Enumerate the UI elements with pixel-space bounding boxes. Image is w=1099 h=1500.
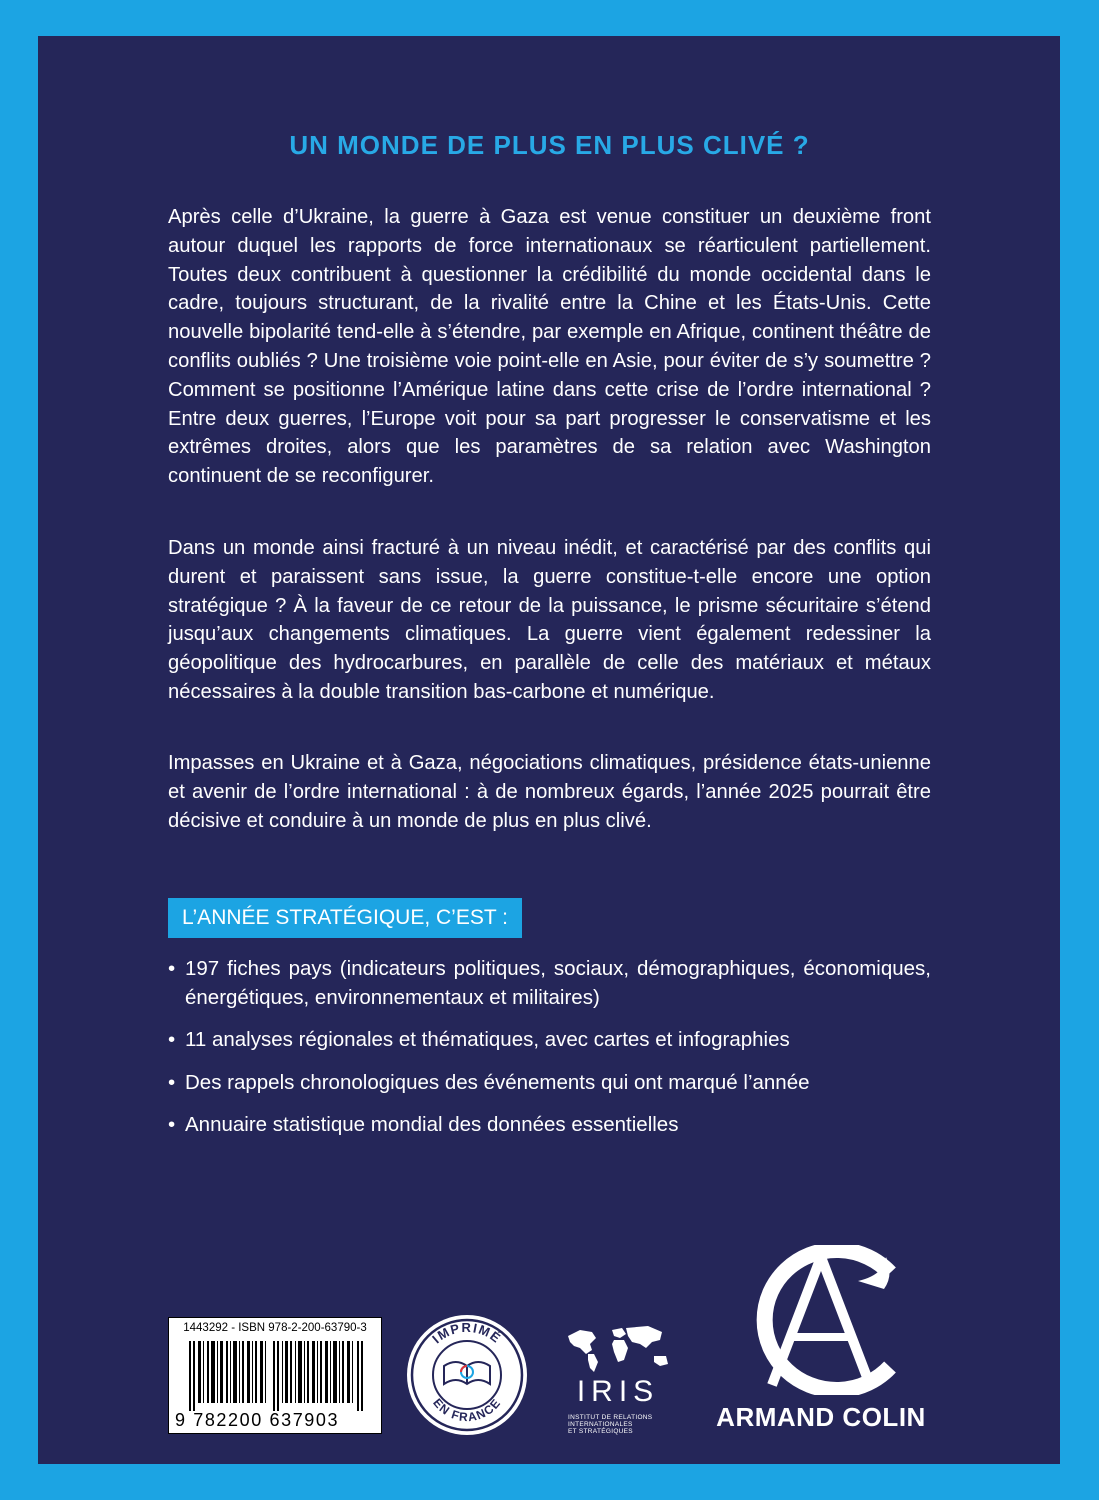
- isbn-line: 1443292 - ISBN 978-2-200-63790-3: [183, 1322, 367, 1334]
- paragraph-1: Après celle d’Ukraine, la guerre à Gaza est venue constituer un deuxième front autour duquel les rapports de force internationaux se réarticulent partiellement. Toutes deux contribuent à questionner la crédibilité du monde occidental dans le cadre, toujours structurant, de la rivalité entre la Chine et les États-Unis. Cette nouvelle bipolarité tend-elle à s’étendre, par exemple en Afrique, continent théâtre de conflits oubliés ? Une troisième voie point-elle en Asie, pour éviter de s’y soumettre ? Comment se positionne l’Amérique latine dans cette crise de l’ordre international ? Entre deux guerres, l’Europe voit pour sa part progresser le conservatisme et les extrêmes droites, alors que les paramètres de sa relation avec Washington continuent de se reconfigurer.: [168, 206, 931, 488]
- list-item: • Des rappels chronologiques des événements qui ont marqué l’année: [168, 1069, 931, 1098]
- cover-title: UN MONDE DE PLUS EN PLUS CLIVÉ ?: [289, 130, 810, 160]
- barcode-digits: 9 782200 637903: [175, 1410, 340, 1430]
- barcode-icon: [189, 1341, 365, 1411]
- badge-top-text: IMPRIMÉ: [429, 1320, 505, 1347]
- iris-name: IRIS: [576, 1375, 660, 1408]
- paragraph-3: Impasses en Ukraine et à Gaza, négociations climatiques, présidence états-unienne et avenir de l’ordre international : à de nombreux égards, l’année 2025 pourrait être décisive et conduire à un monde de plus en plus clivé.: [168, 752, 931, 832]
- list-item: • 11 analyses régionales et thématiques, avec cartes et infographies: [168, 1026, 931, 1055]
- paragraph-2: Dans un monde ainsi fracturé à un niveau inédit, et caractérisé par des conflits qui durent et paraissent sans issue, la guerre constitue-t-elle encore une option stratégique ? À la faveur de ce retour de la puissance, le prisme sécuritaire s’étend jusqu’aux changements climatiques. La guerre vient également redessiner la géopolitique des hydrocarbures, en parallèle de celle des matériaux et métaux nécessaires à la double transition bas-carbone et numérique.: [168, 537, 931, 703]
- printed-in-france-badge: [406, 1314, 528, 1436]
- iris-subtitle: INSTITUT DE RELATIONS INTERNATIONALES ET STRATÉGIQUES: [568, 1414, 653, 1435]
- list-item: • 197 fiches pays (indicateurs politiques, sociaux, démographiques, économiques, énergétiques, environnementaux et militaires): [168, 955, 931, 1013]
- isbn-barcode: [168, 1317, 382, 1434]
- armand-colin-logo: [708, 1245, 934, 1435]
- ac-monogram-icon: [708, 1245, 934, 1395]
- badge-bottom-text: EN FRANCE: [430, 1395, 504, 1425]
- world-map-icon: [562, 1322, 674, 1374]
- section-tag: L’ANNÉE STRATÉGIQUE, C’EST :: [168, 898, 522, 938]
- publisher-name: ARMAND COLIN: [716, 1402, 926, 1432]
- list-item: • Annuaire statistique mondial des données essentielles: [168, 1111, 931, 1140]
- iris-logo: [562, 1322, 674, 1434]
